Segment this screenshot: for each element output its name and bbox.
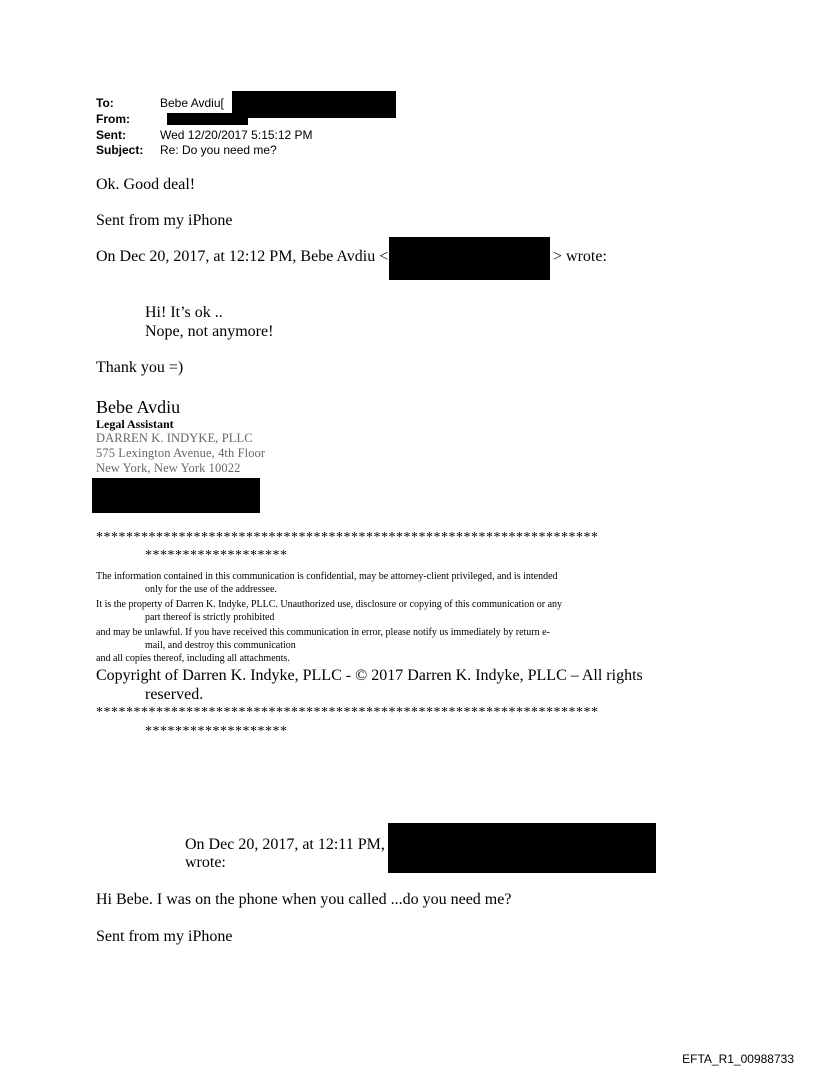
- copyright-line: Copyright of Darren K. Indyke, PLLC - © 2017 Darren K. Indyke, PLLC – All rights: [96, 667, 643, 684]
- quote-intro: wrote:: [185, 854, 226, 871]
- reply-line: Ok. Good deal!: [96, 176, 196, 193]
- subject-value: Re: Do you need me?: [160, 143, 277, 157]
- sent-from-iphone: Sent from my iPhone: [96, 212, 233, 229]
- to-value: Bebe Avdiu[: [160, 96, 224, 110]
- signature-name: Bebe Avdiu: [96, 397, 181, 417]
- sent-value: Wed 12/20/2017 5:15:12 PM: [160, 128, 313, 142]
- signature-address-1: 575 Lexington Avenue, 4th Floor: [96, 446, 266, 460]
- signature-title: Legal Assistant: [96, 417, 174, 431]
- disclaimer-line: The information contained in this communication is confidential, may be attorney-client privileged, and is intended: [96, 571, 558, 582]
- asterisk-divider: *******************************************************************: [96, 530, 599, 545]
- disclaimer-line: mail, and destroy this communication: [145, 640, 296, 651]
- quote-intro-prefix: On Dec 20, 2017, at 12:12 PM, Bebe Avdiu <: [96, 248, 389, 265]
- asterisk-divider: *******************************************************************: [96, 705, 599, 720]
- sent-label: Sent:: [96, 128, 126, 142]
- copyright-line: reserved.: [145, 686, 204, 703]
- asterisk-divider: *******************: [145, 548, 288, 563]
- asterisk-divider: *******************: [145, 724, 288, 739]
- redaction-box: [167, 113, 248, 125]
- sent-from-iphone: Sent from my iPhone: [96, 928, 233, 945]
- document-id: EFTA_R1_00988733: [682, 1052, 794, 1066]
- disclaimer-line: and all copies thereof, including all attachments.: [96, 653, 290, 664]
- redaction-box: [389, 237, 550, 280]
- redaction-box: [232, 91, 396, 118]
- signature-firm: DARREN K. INDYKE, PLLC: [96, 431, 253, 445]
- redaction-box: [388, 823, 656, 873]
- from-label: From:: [96, 112, 130, 126]
- quoted-line: Nope, not anymore!: [145, 323, 274, 340]
- disclaimer-line: and may be unlawful. If you have received this communication in error, please notify us immediately by return e-: [96, 627, 550, 638]
- signature-block: [96, 397, 265, 476]
- quote-intro-suffix: > wrote:: [553, 248, 607, 265]
- redaction-box: [92, 478, 260, 513]
- to-label: To:: [96, 96, 114, 110]
- disclaimer-line: part thereof is strictly prohibited: [145, 612, 275, 623]
- signature-address-2: New York, New York 10022: [96, 461, 241, 475]
- thanks-line: Thank you =): [96, 359, 184, 376]
- quoted-message: Hi Bebe. I was on the phone when you called ...do you need me?: [96, 891, 512, 908]
- quoted-line: Hi! It’s ok ..: [145, 304, 223, 321]
- quote-intro: On Dec 20, 2017, at 12:11 PM,: [185, 836, 385, 853]
- subject-label: Subject:: [96, 143, 144, 157]
- disclaimer-line: It is the property of Darren K. Indyke, PLLC. Unauthorized use, disclosure or copying of this communication or any: [96, 599, 563, 610]
- disclaimer-line: only for the use of the addressee.: [145, 584, 277, 595]
